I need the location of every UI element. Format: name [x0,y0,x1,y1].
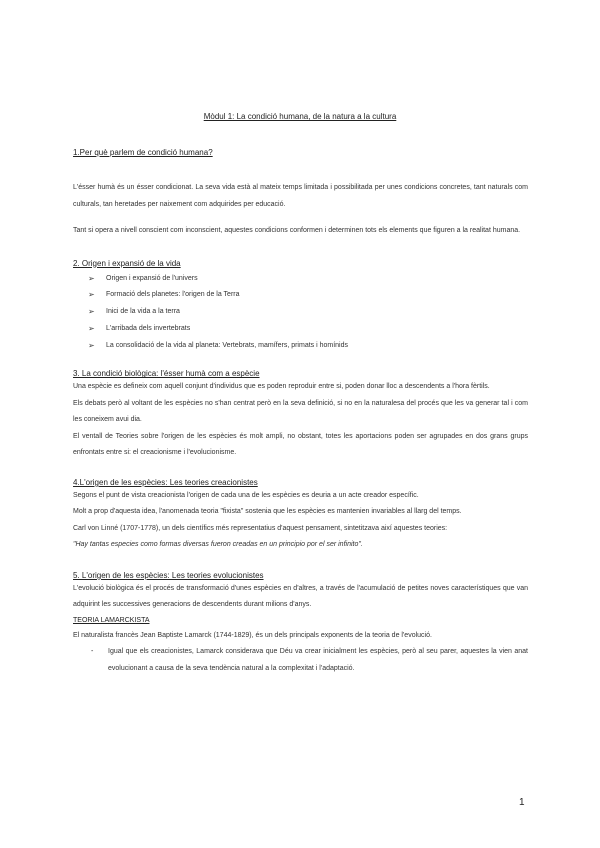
document-content [73,147,528,677]
section-4-paragraph-2: Molt a prop d'aquesta idea, l'anomenada teoria "fixista" sostenia que les espècies es mantenien invariables al llarg del temps. [73,508,462,516]
section-5-paragraph-1: L'evolució biològica és el procés de transformació d'unes espècies en d'altres, a través de l'acumulació de petites noves característiques que van adquirint les successives generacions de descendents durant milions d'anys. [73,584,528,609]
list-item-text: Inici de la vida a la terra [106,308,180,316]
section-2-heading: 2. Origen i expansió de la vida [73,258,181,268]
section-2-bullet-list [88,271,528,355]
list-item [88,304,528,321]
section-5-paragraph-2: El naturalista francès Jean Baptiste Lamarck (1744-1829), és un dels principals exponents de la teoria de l'evolució. [73,631,432,639]
section-3-heading: 3. La condició biològica: l'ésser humà com a espècie [73,369,260,379]
section-4-paragraph-1: Segons el punt de vista creacionista l'origen de cada una de les espècies es deuria a un acte creador específic. [73,491,419,499]
list-item-text: La consolidació de la vida al planeta: Vertebrats, mamífers, primats i homínids [106,341,349,349]
document-title: Mòdul 1: La condició humana, de la natura a la cultura [203,112,397,121]
section-4-paragraph-3: Carl von Linné (1707-1778), un dels científics més representatius d'aquest pensament, sintetitzava així aquestes teories: [73,524,448,532]
dash-item-text: Igual que els creacionistes, Lamarck considerava que Déu va crear inicialment les espècies, però al seu parer, aquestes la vien anat evolucionant a causa de la seva tendència natural a la complexitat i l'adaptació. [108,648,528,672]
section-5-dash-item [91,644,528,677]
section-3-paragraph-3: El ventall de Teories sobre l'origen de les espècies és molt ampli, no obstant, totes les aportacions poden ser agrupades en dos grans grups enfrontats entre si: el creacionisme i l'evolucionisme. [73,432,528,457]
list-item [88,321,528,338]
list-item [88,271,528,288]
section-5-heading: 5. L'origen de les espècies: Les teories evolucionistes [73,570,264,580]
section-1-heading: 1.Per què parlem de condició humana? [73,148,213,157]
arrow-bullet-icon: ➢ [88,273,95,283]
section-4-quote: "Hay tantas especies como formas diversas fueron creadas en un principio por el ser infinito". [73,541,363,549]
section-3-paragraph-2: Els debats però al voltant de les espècies no s'han centrat però en la seva definició, si no en la naturalesa del procés que les va generar tal i com les coneixem avui dia. [73,399,528,424]
list-item [88,338,528,355]
arrow-bullet-icon: ➢ [88,290,95,300]
list-item-text: Formació dels planetes: l'origen de la Terra [106,291,240,299]
section-4-heading: 4.L'origen de les espècies: Les teories creacionistes [73,477,258,487]
section-1-paragraph-2: Tant si opera a nivell conscient com inconscient, aquestes condicions conformen i determinen tots els elements que figuren a la realitat humana. [73,227,521,234]
arrow-bullet-icon: ➢ [88,323,95,333]
page-number: 1 [519,797,525,808]
arrow-bullet-icon: ➢ [88,307,95,317]
section-5-subheading: TEORIA LAMARCKISTA [73,616,150,624]
dash-bullet-icon: - [91,648,94,656]
arrow-bullet-icon: ➢ [88,340,95,350]
section-1-paragraph-1: L'ésser humà és un ésser condicionat. La seva vida està al mateix temps limitada i possibilitada per unes condicions concretes, tant naturals com culturals, tan heretades per naixement com adquirides per educació. [73,184,528,208]
list-item-text: L'arribada dels invertebrats [106,324,191,332]
list-item [88,287,528,304]
section-3-paragraph-1: Una espècie es defineix com aquell conjunt d'individus que es poden reproduir entre si, poden donar lloc a descendents a l'hora fèrtils. [73,383,490,391]
list-item-text: Origen i expansió de l'univers [106,274,198,282]
